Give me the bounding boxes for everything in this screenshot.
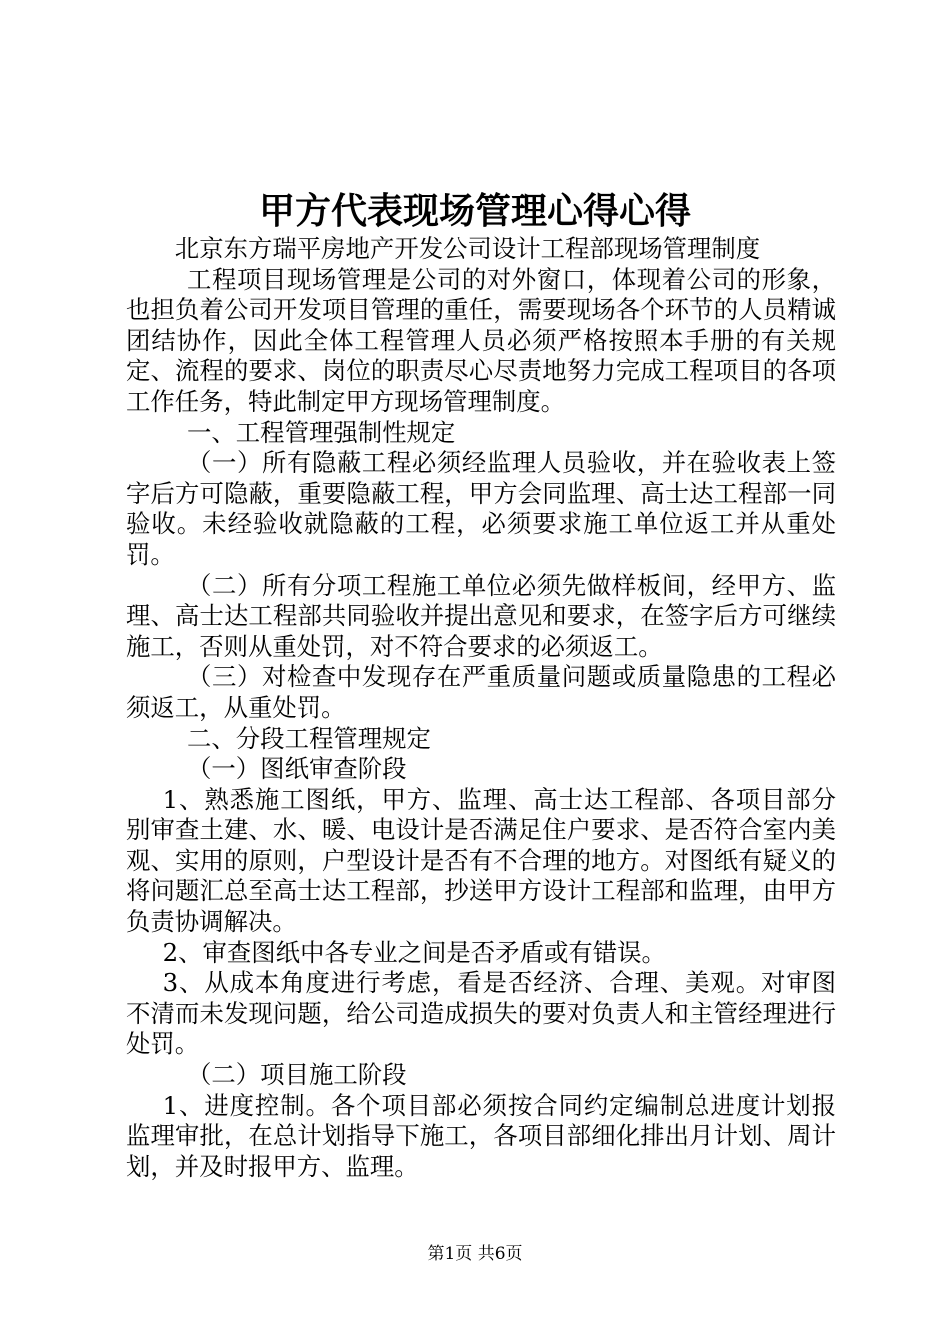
clause-paragraph: （一）所有隐蔽工程必须经监理人员验收，并在验收表上签字后方可隐蔽，重要隐蔽工程，甲方会同监理、高士达工程部一同验收。未经验收就隐蔽的工程，必须要求施工单位返工并从重处罚。 bbox=[126, 448, 836, 569]
clause-paragraph: （三）对检查中发现存在严重质量问题或质量隐患的工程必须返工，从重处罚。 bbox=[126, 662, 836, 722]
section-heading-2: 二、分段工程管理规定 bbox=[187, 723, 431, 753]
item-paragraph: 1、熟悉施工图纸，甲方、监理、高士达工程部、各项目部分别审查土建、水、暖、电设计是否满足住户要求、是否符合室内美观、实用的原则，户型设计是否有不合理的地方。对图纸有疑义的将问题汇总至高士达工程部，抄送甲方设计工程部和监理，由甲方负责协调解决。 bbox=[126, 784, 836, 937]
item-paragraph: 3、从成本角度进行考虑，看是否经济、合理、美观。对审图不清而未发现问题，给公司造成损失的要对负责人和主管经理进行处罚。 bbox=[126, 968, 836, 1059]
item-paragraph: 2、审查图纸中各专业之间是否矛盾或有错误。 bbox=[162, 937, 666, 967]
document-title: 甲方代表现场管理心得心得 bbox=[258, 190, 691, 232]
page-footer: 第1页 共6页 bbox=[427, 1244, 523, 1264]
intro-paragraph: 工程项目现场管理是公司的对外窗口，体现着公司的形象，也担负着公司开发项目管理的重任，需要现场各个环节的人员精诚团结协作，因此全体工程管理人员必须严格按照本手册的有关规定、流程的要求、岗位的职责尽心尽责地努力完成工程项目的各项工作任务，特此制定甲方现场管理制度。 bbox=[126, 264, 836, 416]
subtitle-paragraph: 北京东方瑞平房地产开发公司设计工程部现场管理制度 bbox=[174, 234, 761, 263]
subsection-heading: （一）图纸审查阶段 bbox=[187, 754, 407, 784]
clause-paragraph: （二）所有分项工程施工单位必须先做样板间，经甲方、监理、高士达工程部共同验收并提出意见和要求，在签字后方可继续施工，否则从重处罚，对不符合要求的必须返工。 bbox=[126, 570, 836, 661]
subsection-heading: （二）项目施工阶段 bbox=[187, 1060, 407, 1090]
document-body bbox=[126, 234, 836, 1182]
section-heading-1: 一、工程管理强制性规定 bbox=[187, 417, 456, 447]
item-paragraph: 1、进度控制。各个项目部必须按合同约定编制总进度计划报监理审批，在总计划指导下施工，各项目部细化排出月计划、周计划，并及时报甲方、监理。 bbox=[126, 1090, 836, 1181]
